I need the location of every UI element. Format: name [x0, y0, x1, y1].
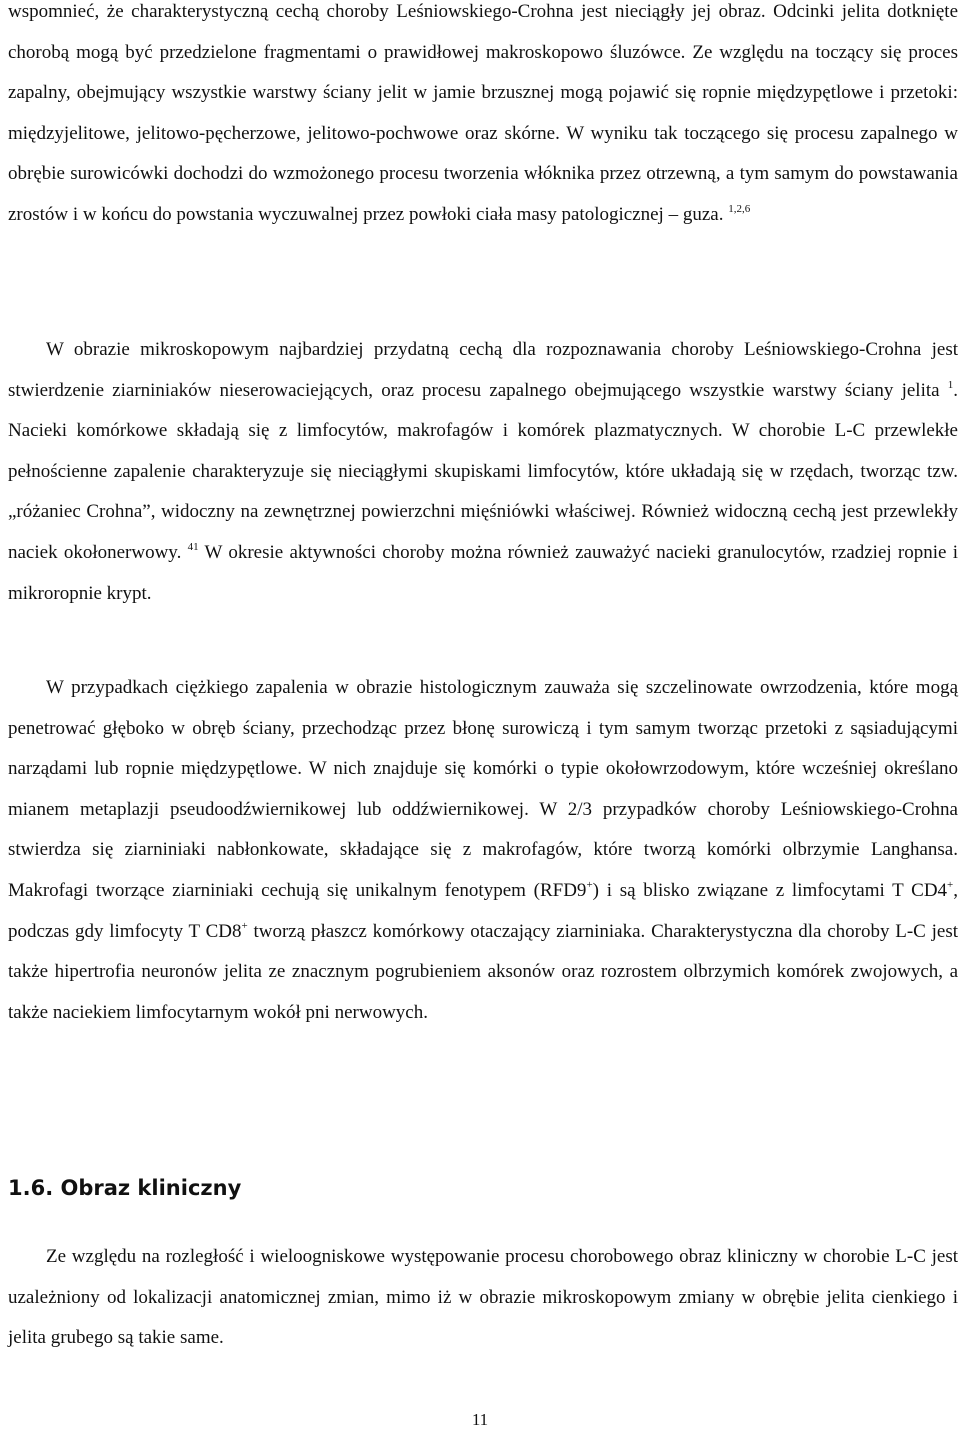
citation-reference: 1,2,6 — [728, 202, 751, 215]
paragraph-text: W okresie aktywności choroby można również zauważyć nacieki granulocytów, rzadziej ropnie i mikroropnie krypt. — [8, 541, 958, 604]
paragraph-text: tworzą płaszcz komórkowy otaczający ziarniniaka. Charakterystyczna dla choroby L-C jest także hipertrofia neuronów jelita ze znacznym pogrubieniem aksonów oraz rozrostem olbrzymich komórek zwojowych, a także naciekiem limfocytarnym wokół pni nerwowych. — [8, 920, 958, 1023]
superscript-plus: + — [586, 878, 593, 891]
paragraph-text: W przypadkach ciężkiego zapalenia w obrazie histologicznym zauważa się szczelinowate owrzodzenia, które mogą penetrować głęboko w obręb ściany, przechodząc przez błonę surowiczą i tym samym tworząc przetoki z sąsiadującymi narządami lub ropnie międzypętlowe. W nich znajduje się komórki o typie okołowrzodowym, które wcześniej określano mianem metaplazji pseudoodźwiernikowej lub oddźwiernikowej. W 2/3 przypadków choroby Leśniowskiego-Crohna stwierdza się ziarniniaki nabłonkowate, składające się z makrofagów, które tworzą komórki olbrzymie Langhansa. Makrofagi tworzące ziarniniaki cechują się unikalnym fenotypem (RFD9 — [8, 677, 958, 901]
paragraph-clinical-picture — [8, 1237, 958, 1359]
page-number: 11 — [471, 1410, 489, 1429]
paragraph-text: W obrazie mikroskopowym najbardziej przydatną cechą dla rozpoznawania choroby Leśniowskiego-Crohna jest stwierdzenie ziarniniaków nieserowaciejących, oraz procesu zapalnego obejmującego wszystkie warstwy ściany jelita — [8, 339, 958, 401]
paragraph-crohn-discontinuity — [8, 0, 958, 236]
citation-reference: 41 — [187, 540, 199, 553]
paragraph-text: . Nacieki komórkowe składają się z limfocytów, makrofagów i komórek plazmatycznych. W chorobie L-C przewlekłe pełnościenne zapalenie charakteryzuje się nieciągłymi skupiskami limfocytów, które układają się w rzędach, tworząc tzw. „różaniec Crohna”, widoczny na zewnętrznej powierzchni mięśniówki właściwej. Również widoczną cechą jest przewlekły naciek okołonerwowy. — [8, 379, 958, 563]
section-heading: 1.6. Obraz kliniczny — [8, 1176, 242, 1200]
paragraph-severe-inflammation — [8, 668, 958, 1033]
superscript-plus: + — [947, 878, 954, 891]
superscript-plus: + — [241, 919, 248, 932]
paragraph-text: Ze względu na rozległość i wieloogniskowe występowanie procesu chorobowego obraz kliniczny w chorobie L-C jest uzależniony od lokalizacji anatomicznej zmian, mimo iż w obrazie mikroskopowym zmiany w obrębie jelita cienkiego i jelita grubego są takie same. — [8, 1246, 958, 1349]
citation-reference: 1 — [947, 378, 954, 391]
paragraph-microscopic-picture — [8, 330, 958, 614]
paragraph-text: , podczas gdy limfocyty T CD8 — [8, 879, 959, 942]
paragraph-text: ) i są blisko związane z limfocytami T CD4 — [592, 879, 948, 901]
paragraph-text: wspomnieć, że charakterystyczną cechą choroby Leśniowskiego-Crohna jest nieciągły jej obraz. Odcinki jelita dotknięte chorobą mogą być przedzielone fragmentami o prawidłowej makroskopowo śluzówce. Ze względu na toczący się proces zapalny, obejmujący wszystkie warstwy ściany jelit w jamie brzusznej mogą pojawić się ropnie międzypętlowe i przetoki: międzyjelitowe, jelitowo-pęcherzowe, jelitowo-pochwowe oraz skórne. W wyniku tak toczącego się procesu zapalnego w obrębie surowicówki dochodzi do wzmożonego procesu tworzenia włóknika przez otrzewną, a tym samym do powstawania zrostów i w końcu do powstania wyczuwalnej przez powłoki ciała masy patologicznej – guza. — [8, 1, 958, 225]
